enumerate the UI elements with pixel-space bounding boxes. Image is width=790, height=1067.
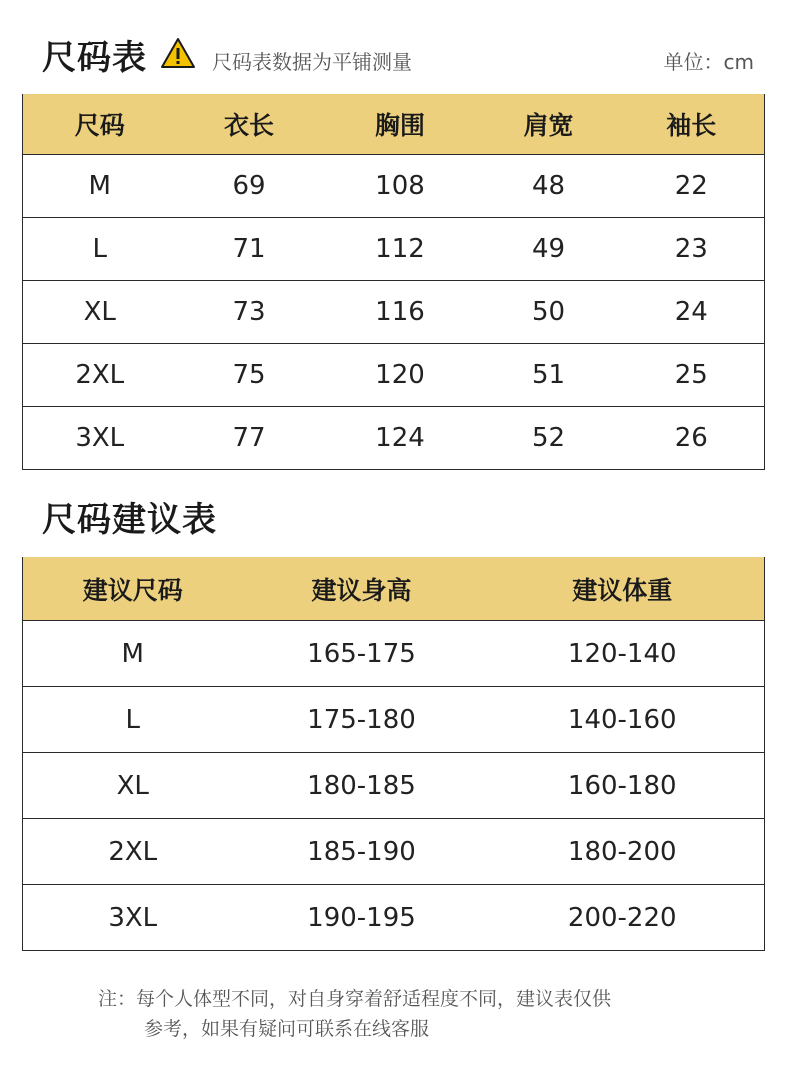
header-recommended-weight: 建议体重 (481, 557, 765, 621)
table-cell: L (23, 687, 243, 753)
table-cell: 185-190 (243, 819, 481, 885)
table-cell: 190-195 (243, 885, 481, 951)
table-row (23, 687, 765, 753)
table-cell: 124 (322, 407, 479, 470)
table-cell: XL (23, 281, 177, 344)
measurement-note: 尺码表数据为平铺测量 (212, 50, 412, 74)
table-cell: 180-200 (481, 819, 765, 885)
table-cell: 140-160 (481, 687, 765, 753)
table-cell: 69 (177, 155, 322, 218)
table-cell: 120 (322, 344, 479, 407)
footnote-line-2: 参考，如果有疑问可联系在线客服 (144, 1018, 430, 1040)
header-recommended-size: 建议尺码 (23, 557, 243, 621)
table-cell: 180-185 (243, 753, 481, 819)
table-row (23, 281, 765, 344)
table-cell: 71 (177, 218, 322, 281)
table-row (23, 819, 765, 885)
table-row (23, 621, 765, 687)
table-cell: 3XL (23, 885, 243, 951)
table-cell: 77 (177, 407, 322, 470)
table-row (23, 753, 765, 819)
table-row (23, 407, 765, 470)
header-recommended-height: 建议身高 (243, 557, 481, 621)
table-cell: 108 (322, 155, 479, 218)
table-cell: 3XL (23, 407, 177, 470)
table-cell: 22 (619, 155, 765, 218)
warning-triangle-icon (160, 37, 196, 69)
table-cell: 116 (322, 281, 479, 344)
table-cell: 160-180 (481, 753, 765, 819)
table-row (23, 344, 765, 407)
table-cell: 49 (479, 218, 619, 281)
table-cell: 73 (177, 281, 322, 344)
recommend-table (22, 557, 765, 951)
size-table (22, 94, 765, 470)
table-cell: 200-220 (481, 885, 765, 951)
recommend-table-header-row (23, 557, 765, 621)
unit-label: 单位：cm (663, 50, 754, 74)
table-cell: 50 (479, 281, 619, 344)
table-row (23, 218, 765, 281)
table-row (23, 885, 765, 951)
recommend-table-title: 尺码建议表 (42, 500, 217, 540)
table-cell: 25 (619, 344, 765, 407)
table-cell: 51 (479, 344, 619, 407)
header-shoulder: 肩宽 (479, 94, 619, 155)
table-cell: 52 (479, 407, 619, 470)
table-row (23, 155, 765, 218)
table-cell: 175-180 (243, 687, 481, 753)
table-cell: 112 (322, 218, 479, 281)
footnote-line-1: 注：每个人体型不同，对自身穿着舒适程度不同，建议表仅供 (98, 988, 612, 1010)
table-cell: 2XL (23, 344, 177, 407)
size-table-title: 尺码表 (42, 38, 147, 78)
table-cell: 165-175 (243, 621, 481, 687)
size-table-header-row (23, 94, 765, 155)
table-cell: M (23, 621, 243, 687)
table-cell: L (23, 218, 177, 281)
header-length: 衣长 (177, 94, 322, 155)
table-cell: M (23, 155, 177, 218)
table-cell: 2XL (23, 819, 243, 885)
table-cell: 23 (619, 218, 765, 281)
table-cell: 24 (619, 281, 765, 344)
footnote (98, 984, 611, 1044)
header-size: 尺码 (23, 94, 177, 155)
header-chest: 胸围 (322, 94, 479, 155)
table-cell: 120-140 (481, 621, 765, 687)
header-sleeve: 袖长 (619, 94, 765, 155)
table-cell: XL (23, 753, 243, 819)
table-cell: 75 (177, 344, 322, 407)
table-cell: 26 (619, 407, 765, 470)
table-cell: 48 (479, 155, 619, 218)
